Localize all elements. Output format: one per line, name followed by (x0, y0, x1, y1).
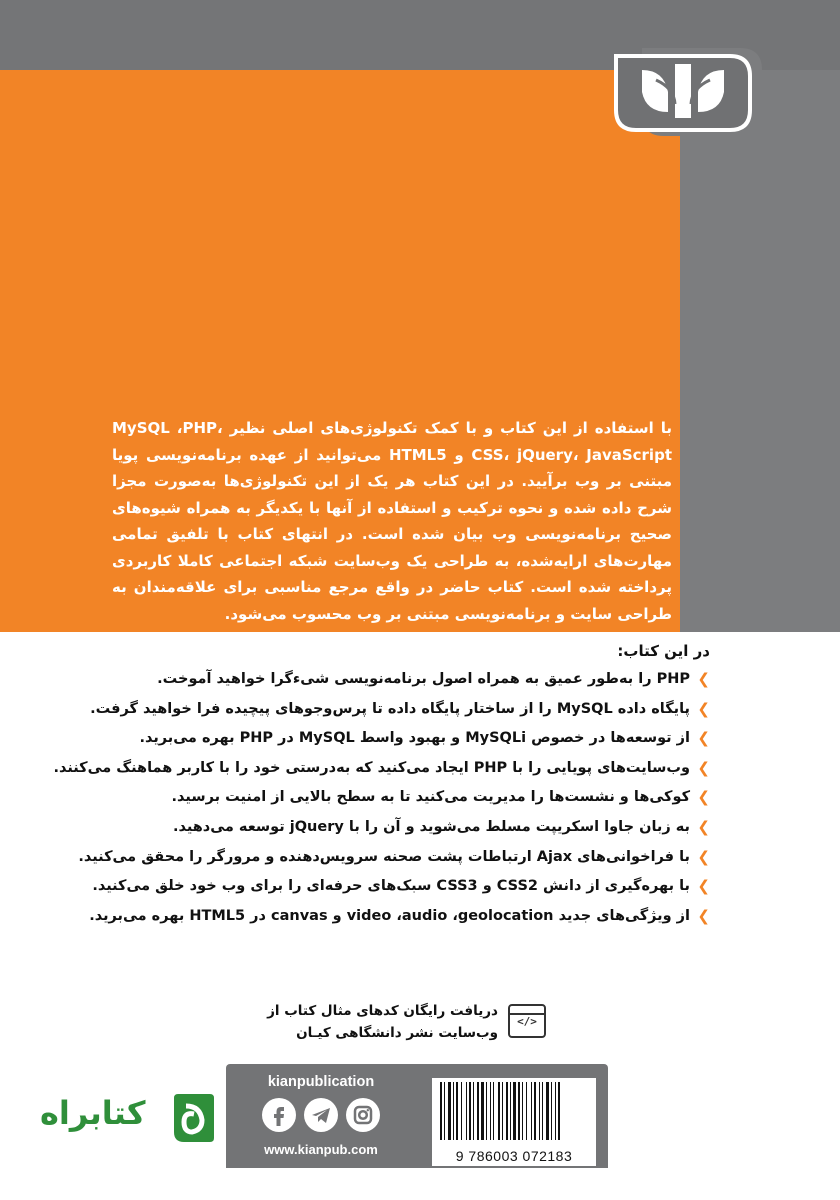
list-item (70, 783, 710, 813)
feature-text: از توسعه‌ها در خصوص MySQLi و بهبود واسط MySQL در PHP بهره می‌برید. (139, 730, 690, 747)
social-handle: kianpublication (267, 1074, 375, 1090)
list-item (70, 665, 710, 695)
feature-text: کوکی‌ها و نشست‌ها را مدیریت می‌کنید تا به سطح بالایی از امنیت برسید. (171, 789, 690, 806)
code-glyph: </> (517, 1015, 537, 1028)
chevron-bullet-icon: ❯ (697, 847, 710, 866)
ketabrah-wordmark: کتابراه (40, 1094, 146, 1132)
download-line-1: دریافت رایگان کدهای مثال کتاب از (267, 1003, 498, 1019)
list-item (70, 695, 710, 725)
telegram-icon[interactable] (304, 1098, 338, 1132)
feature-text: از ویژگی‌های جدید video ،audio ،geolocation و canvas در HTML5 بهره می‌برید. (89, 907, 690, 924)
feature-text: با بهره‌گیری از دانش CSS2 و CSS3 سبک‌های حرفه‌ای را برای وب خود خلق می‌کنید. (92, 878, 690, 895)
features-heading: در این کتاب: (617, 642, 710, 660)
feature-text: با فراخوانی‌های Ajax ارتباطات پشت صحنه سرویس‌دهنده و مرورگر را محقق می‌کنید. (78, 848, 690, 865)
instagram-icon[interactable] (346, 1098, 380, 1132)
list-item (70, 813, 710, 843)
chevron-bullet-icon: ❯ (697, 758, 710, 777)
chevron-bullet-icon: ❯ (697, 729, 710, 748)
code-download-note (267, 998, 558, 1048)
website-url: www.kianpub.com (264, 1142, 378, 1157)
list-item (70, 902, 710, 932)
feature-text: PHP را به‌طور عمیق به همراه اصول برنامه‌نویسی شیء‌گرا خواهید آموخت. (157, 671, 690, 687)
features-section (53, 642, 710, 931)
book-description: با استفاده از این کتاب و با کمک تکنولوژی‌های اصلی نظیر MySQL ،PHP، CSS، jQuery، JavaScript و HTML5 می‌توانید از عهده برنامه‌نویسی پویا مبتنی بر وب برآیید. در این کتاب هر یک از این تکنولوژی‌ها به‌صورت مجزا شرح داده شده و نحوه ترکیب و استفاده از آنها با یکدیگر به همراه شیوه‌های صحیح برنامه‌نویسی وب بیان شده است. در انتهای کتاب با تلفیق تمامی مهارت‌های ارایه‌شده، به طراحی یک وب‌سایت شبکه اجتماعی کاملا کاربردی پرداخته شده است. کتاب حاضر در واقع مرجع مناسبی برای علاقه‌مندان به طراحی سایت و برنامه‌نویسی مبتنی بر وب محسوب می‌شود. (112, 419, 672, 623)
features-list (53, 665, 710, 931)
code-window-icon (508, 1004, 546, 1038)
isbn-number: 9 786003 072183 (455, 1148, 573, 1164)
feature-text: وب‌سایت‌های پویایی را با PHP ایجاد می‌کنید که به‌درستی خود را با کاربر هماهنگ می‌کنند. (53, 759, 690, 776)
bookmark-leaf-icon (170, 1092, 218, 1144)
download-text (267, 1000, 498, 1044)
chevron-bullet-icon: ❯ (697, 670, 710, 688)
chevron-bullet-icon: ❯ (697, 699, 710, 718)
chevron-bullet-icon: ❯ (697, 817, 710, 836)
chevron-bullet-icon: ❯ (697, 788, 710, 807)
facebook-icon[interactable] (262, 1098, 296, 1132)
right-gray-panel (680, 70, 840, 632)
chevron-bullet-icon: ❯ (697, 877, 710, 896)
list-item (70, 724, 710, 754)
isbn-barcode (432, 1078, 596, 1166)
ketabrah-logo (20, 1090, 220, 1150)
list-item (70, 872, 710, 902)
chevron-bullet-icon: ❯ (697, 906, 710, 925)
publisher-leaf-logo-icon (612, 40, 762, 136)
list-item (53, 754, 710, 784)
list-item (70, 843, 710, 873)
feature-text: پایگاه داده MySQL را از ساختار پایگاه داده تا پرس‌وجوهای پیچیده فرا خواهید گرفت. (90, 700, 690, 717)
download-line-2: وب‌سایت نشر دانشگاهی کیـان (296, 1025, 498, 1041)
feature-text: به زبان جاوا اسکریپت مسلط می‌شوید و آن را با jQuery توسعه می‌دهید. (172, 818, 690, 835)
